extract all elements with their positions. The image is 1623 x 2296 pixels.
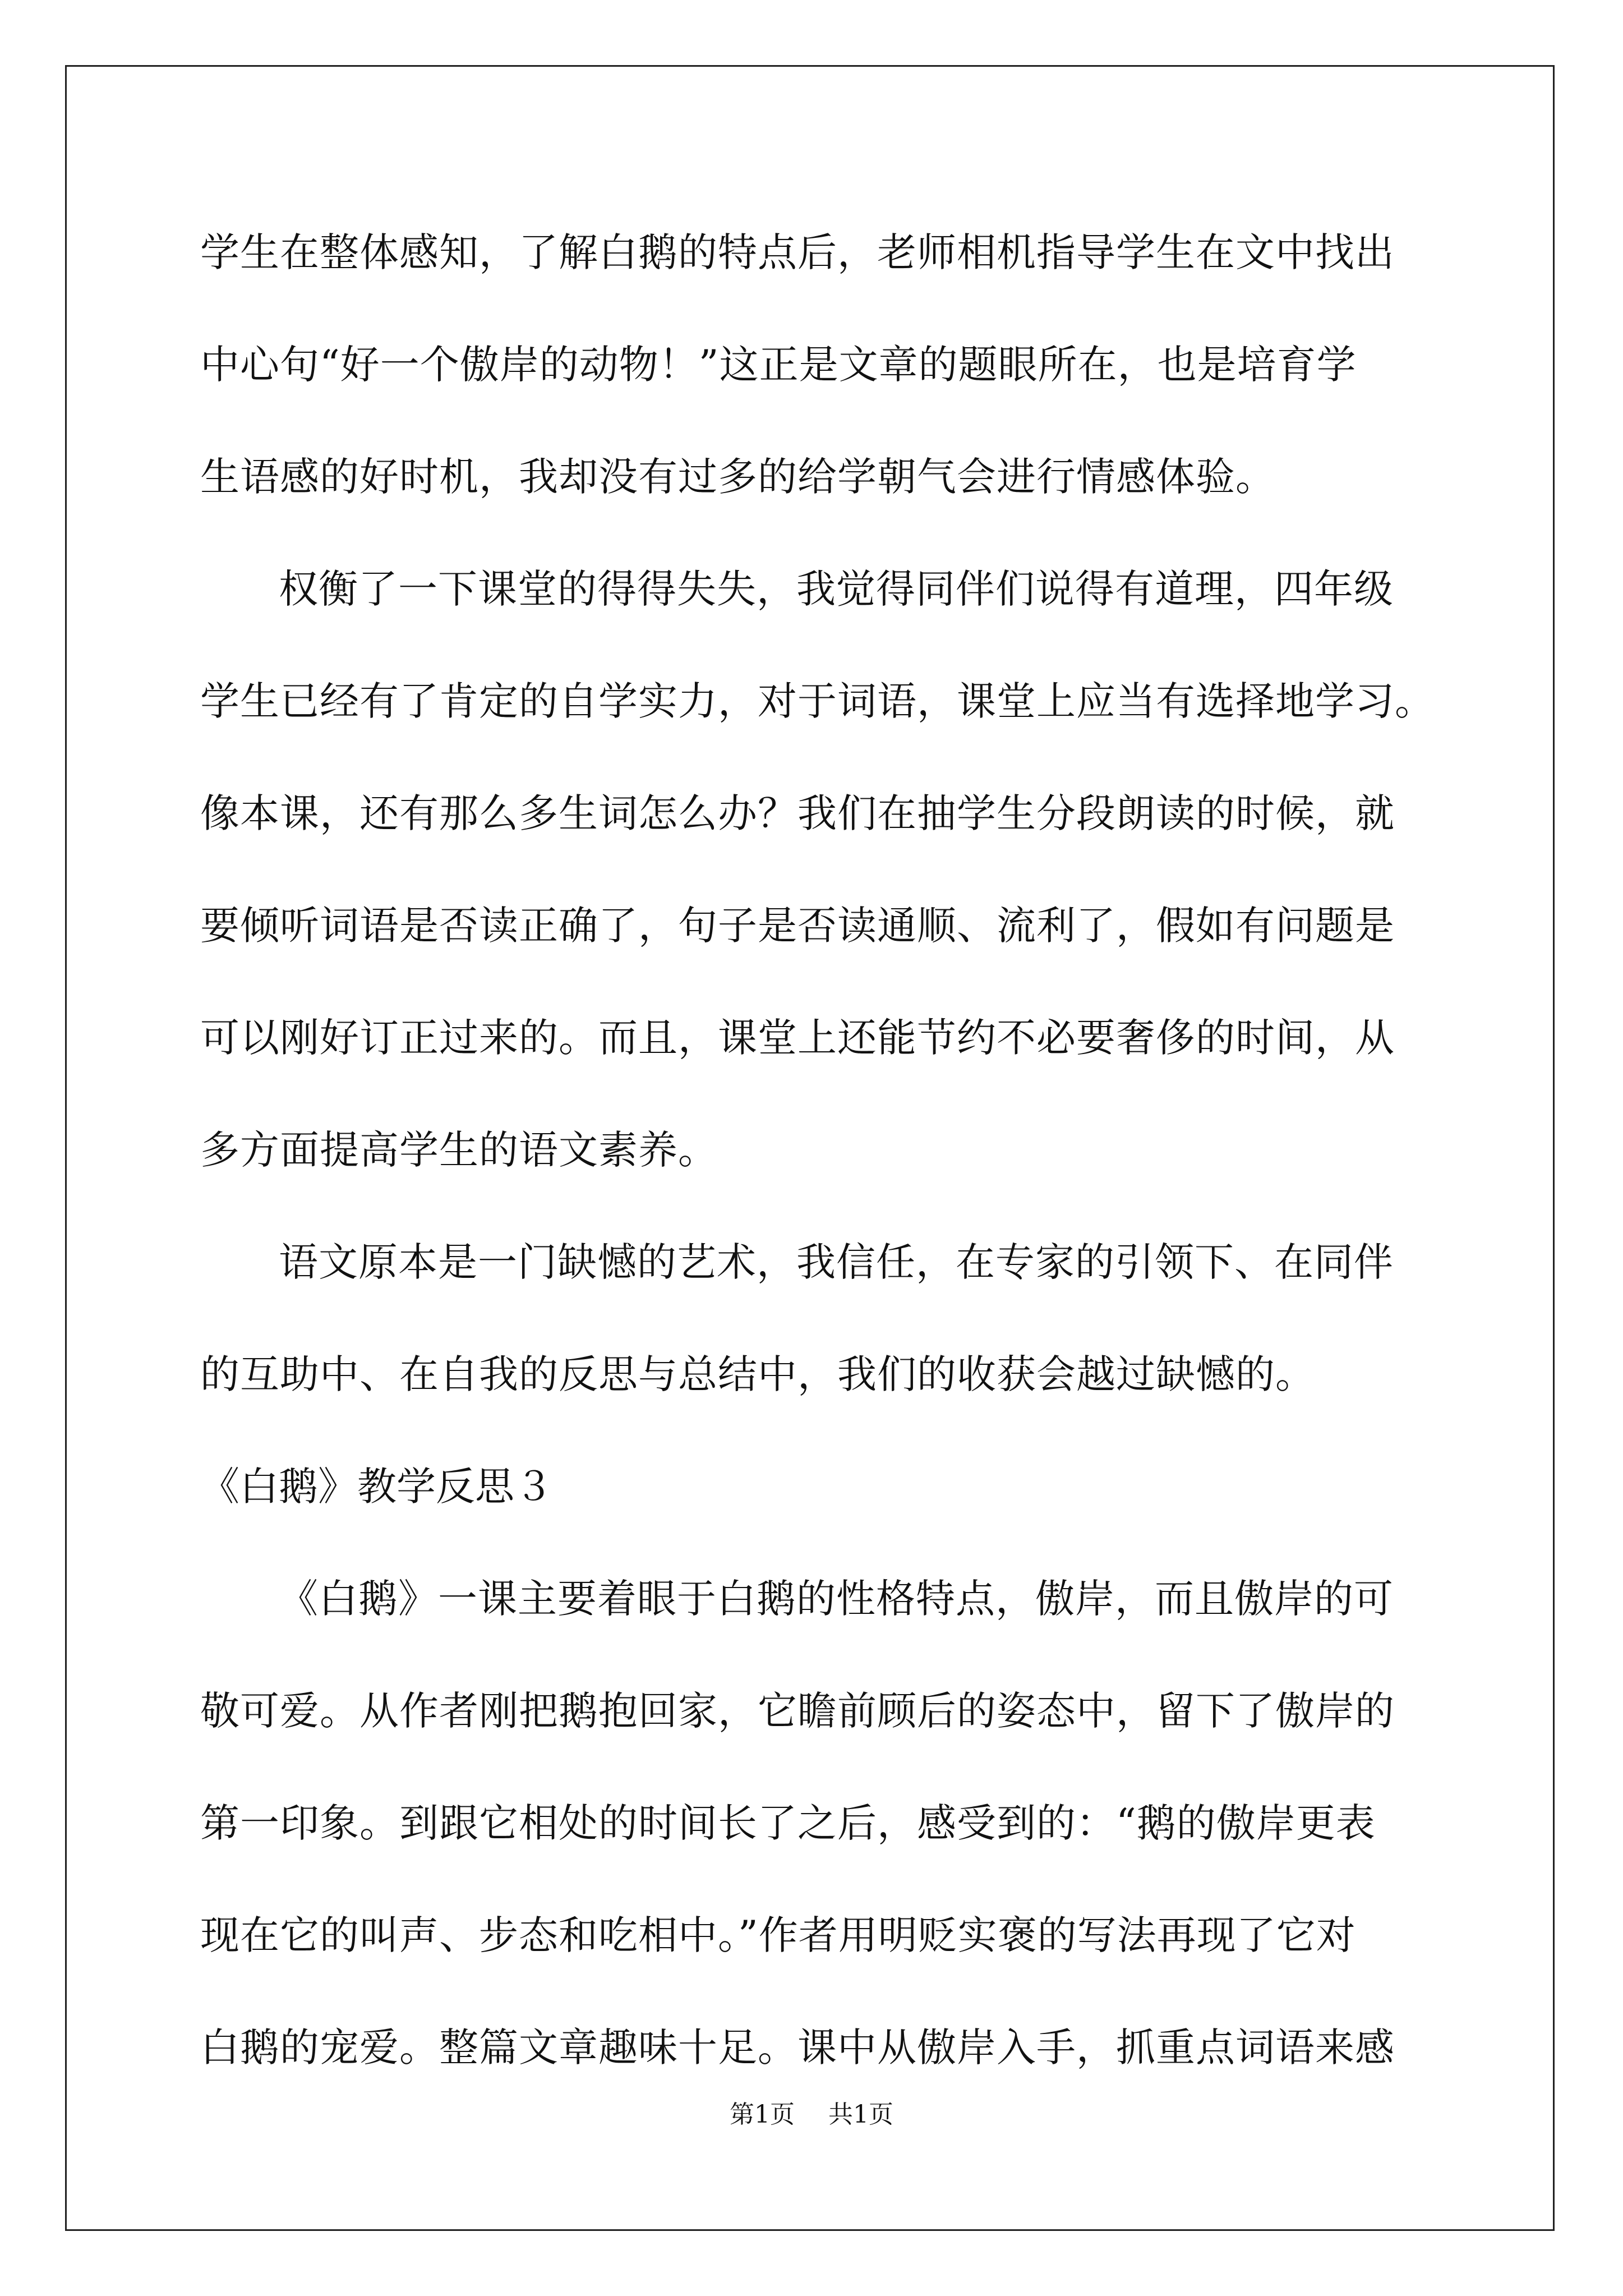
text-line: 多方面提高学生的语文素养。: [200, 1127, 718, 1173]
text-line: 第一印象。到跟它相处的时间长了之后，感受到的：“鹅的傲岸更表: [200, 1800, 1376, 1846]
text-line: 现在它的叫声、步态和吃相中。”作者用明贬实褒的写法再现了它对: [200, 1912, 1356, 1958]
text-line: 像本课，还有那么多生词怎么办？我们在抽学生分段朗读的时候，就: [200, 790, 1395, 836]
text-line: 敬可爱。从作者刚把鹅抱回家，它瞻前顾后的姿态中，留下了傲岸的: [200, 1688, 1395, 1734]
text-line: 《白鹅》一课主要着眼于白鹅的性格特点，傲岸，而且傲岸的可: [279, 1576, 1394, 1622]
page-number: 第1页: [730, 2100, 795, 2129]
text-line: 的互助中、在自我的反思与总结中，我们的收获会越过缺憾的。: [200, 1351, 1315, 1397]
document-body: [200, 209, 1435, 2116]
text-line: 学生已经有了肯定的自学实力，对于词语，课堂上应当有选择地学习。: [200, 678, 1435, 724]
text-line: 要倾听词语是否读正确了，句子是否读通顺、流利了，假如有问题是: [200, 903, 1395, 949]
page-total: 共1页: [828, 2100, 893, 2129]
text-line: 白鹅的宠爱。整篇文章趣味十足。课中从傲岸入手，抓重点词语来感: [200, 2024, 1395, 2070]
text-line: 可以刚好订正过来的。而且，课堂上还能节约不必要奢侈的时间，从: [200, 1015, 1395, 1061]
page-footer: [0, 2098, 1623, 2132]
text-line: 权衡了一下课堂的得得失失，我觉得同伴们说得有道理，四年级: [279, 566, 1394, 612]
text-line: 语文原本是一门缺憾的艺术，我信任，在专家的引领下、在同伴: [279, 1239, 1394, 1285]
text-line: 学生在整体感知，了解白鹅的特点后，老师相机指导学生在文中找出: [200, 229, 1395, 275]
section-heading: 《白鹅》教学反思３: [200, 1464, 554, 1510]
text-line: 中心句“好一个傲岸的动物！”这正是文章的题眼所在，也是培育学: [200, 342, 1357, 388]
text-line: 生语感的好时机，我却没有过多的给学朝气会进行情感体验。: [200, 454, 1275, 500]
